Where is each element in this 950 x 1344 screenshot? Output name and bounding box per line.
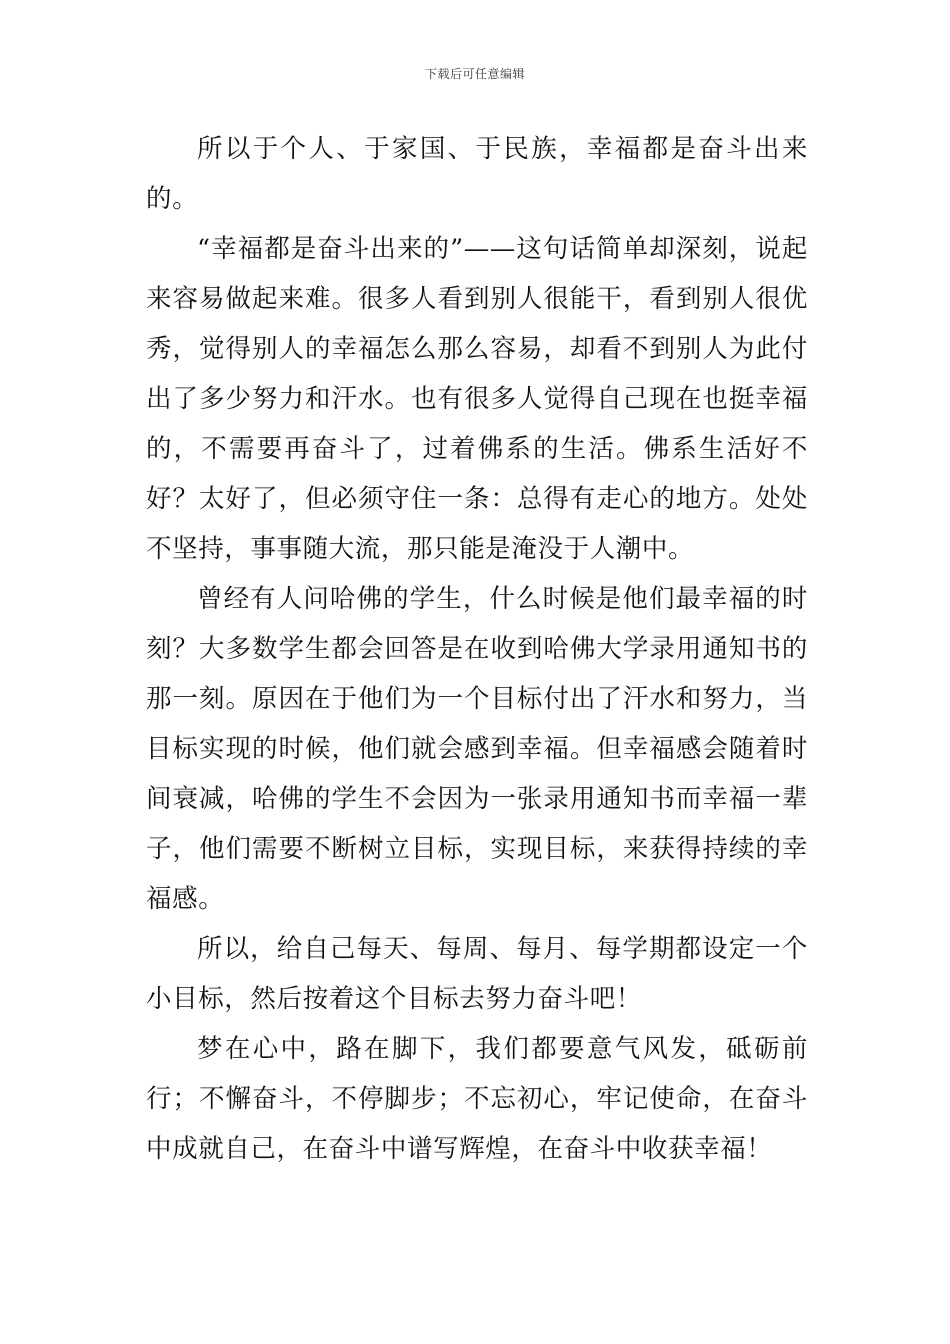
paragraph-3: 曾经有人问哈佛的学生，什么时候是他们最幸福的时刻？大多数学生都会回答是在收到哈佛大学录用通知书的那一刻。原因在于他们为一个目标付出了汗水和努力，当目标实现的时候，他们就会感到幸福。但幸福感会随着时间衰减，哈佛的学生不会因为一张录用通知书而幸福一辈子，他们需要不断树立目标，实现目标，来获得持续的幸福感。 bbox=[146, 584, 808, 914]
paragraph-5: 梦在心中，路在脚下，我们都要意气风发，砥砺前行；不懈奋斗，不停脚步；不忘初心，牢记使命，在奋斗中成就自己，在奋斗中谱写辉煌，在奋斗中收获幸福！ bbox=[146, 1034, 808, 1164]
paragraph-2: “幸福都是奋斗出来的”——这句话简单却深刻，说起来容易做起来难。很多人看到别人很能干，看到别人很优秀，觉得别人的幸福怎么那么容易，却看不到别人为此付出了多少努力和汗水。也有很多人觉得自己现在也挺幸福的，不需要再奋斗了，过着佛系的生活。佛系生活好不好？太好了，但必须守住一条：总得有走心的地方。处处不坚持，事事随大流，那只能是淹没于人潮中。 bbox=[146, 234, 808, 564]
paragraph-1: 所以于个人、于家国、于民族，幸福都是奋斗出来的。 bbox=[146, 134, 808, 214]
document-body bbox=[146, 124, 808, 1174]
page-header: 下载后可任意编辑 bbox=[424, 67, 525, 81]
paragraph-4: 所以，给自己每天、每周、每月、每学期都设定一个小目标，然后按着这个目标去努力奋斗吧！ bbox=[146, 934, 808, 1014]
